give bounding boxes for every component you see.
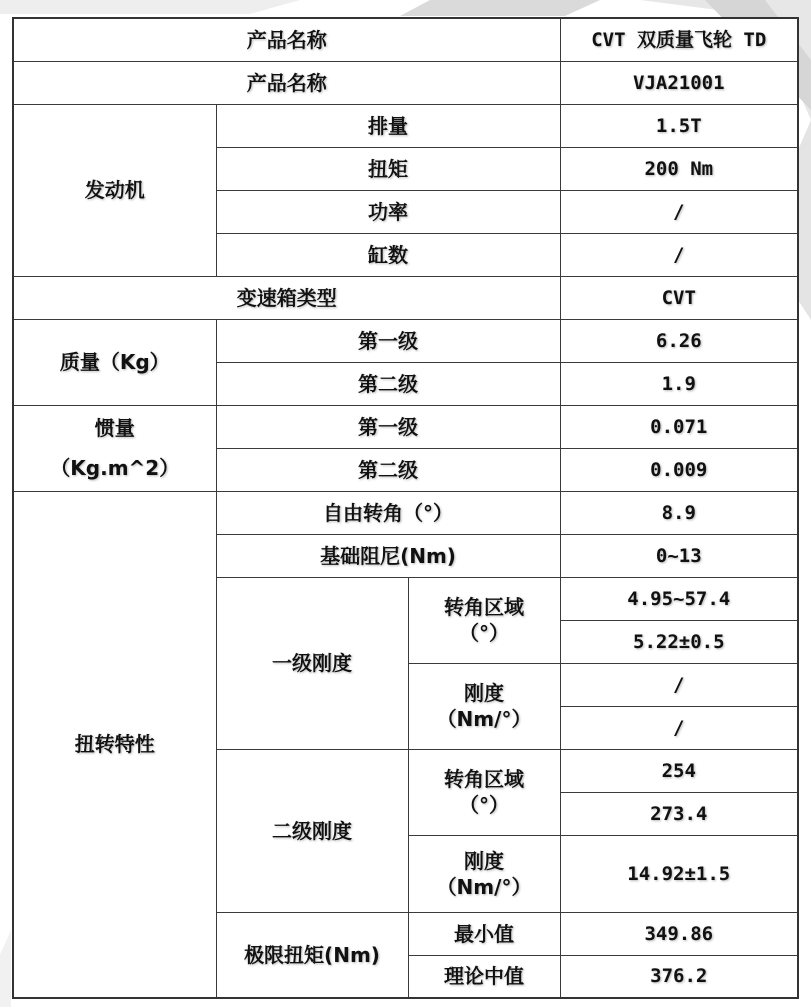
stage2-stiffness-value: 14.92±1.5 bbox=[560, 835, 798, 912]
engine-power-label: 功率 bbox=[216, 190, 560, 233]
inertia-label: 惯量 bbox=[94, 416, 135, 440]
stage1-stiffness-value-1: / bbox=[560, 663, 798, 706]
free-angle-label: 自由转角（°） bbox=[216, 491, 560, 534]
inertia-stage2-label: 第二级 bbox=[216, 448, 560, 491]
engine-torque-label: 扭矩 bbox=[216, 147, 560, 190]
engine-cylinders-value: / bbox=[560, 233, 798, 276]
engine-displacement-value: 1.5T bbox=[560, 104, 798, 147]
mass-stage1-label: 第一级 bbox=[216, 319, 560, 362]
stage2-angle-cell bbox=[408, 749, 560, 835]
transmission-value: CVT bbox=[560, 276, 798, 319]
mass-stage2-value: 1.9 bbox=[560, 362, 798, 405]
product-name-value: CVT 双质量飞轮 TD bbox=[560, 18, 798, 61]
table-row bbox=[13, 18, 798, 61]
stage2-stiffness-sublabel: 刚度 bbox=[464, 848, 505, 873]
stage2-stiffness-label: 二级刚度 bbox=[216, 749, 408, 912]
product-code-value: VJA21001 bbox=[560, 61, 798, 104]
torsion-label: 扭转特性 bbox=[13, 491, 216, 998]
stage1-angle-value-2: 5.22±0.5 bbox=[560, 620, 798, 663]
table-row bbox=[13, 491, 798, 534]
inertia-stage2-value: 0.009 bbox=[560, 448, 798, 491]
limit-torque-label: 极限扭矩(Nm) bbox=[216, 912, 408, 998]
stage1-angle-unit: （°） bbox=[459, 621, 510, 645]
stage1-stiffness-label: 一级刚度 bbox=[216, 577, 408, 749]
table-row bbox=[13, 319, 798, 362]
stage1-angle-value-1: 4.95~57.4 bbox=[560, 577, 798, 620]
inertia-stage1-label: 第一级 bbox=[216, 405, 560, 448]
stage1-stiffness-sublabel: 刚度 bbox=[464, 681, 505, 705]
stage2-stiffness-cell bbox=[408, 835, 560, 912]
inertia-label-stack bbox=[14, 408, 216, 488]
stage2-angle-value-2: 273.4 bbox=[560, 792, 798, 835]
inertia-stage1-value: 0.071 bbox=[560, 405, 798, 448]
stage1-stiffness-unit: （Nm/°） bbox=[436, 707, 532, 731]
table-row bbox=[13, 405, 798, 448]
product-name-label: 产品名称 bbox=[13, 18, 560, 61]
stage2-angle-value-1: 254 bbox=[560, 749, 798, 792]
free-angle-value: 8.9 bbox=[560, 491, 798, 534]
stage1-angle-label: 转角区域 bbox=[444, 595, 525, 619]
limit-torque-min-value: 349.86 bbox=[560, 912, 798, 955]
base-damping-value: 0~13 bbox=[560, 534, 798, 577]
product-code-label: 产品名称 bbox=[13, 61, 560, 104]
inertia-label-cell bbox=[13, 405, 216, 491]
engine-displacement-label: 排量 bbox=[216, 104, 560, 147]
table-row bbox=[13, 104, 798, 147]
stage1-stiffness-cell bbox=[408, 663, 560, 749]
engine-label: 发动机 bbox=[13, 104, 216, 276]
mass-stage1-value: 6.26 bbox=[560, 319, 798, 362]
stage1-angle-cell bbox=[408, 577, 560, 663]
mass-stage2-label: 第二级 bbox=[216, 362, 560, 405]
engine-torque-value: 200 Nm bbox=[560, 147, 798, 190]
stage2-angle-label: 转角区域 bbox=[444, 767, 525, 791]
engine-cylinders-label: 缸数 bbox=[216, 233, 560, 276]
table-row bbox=[13, 276, 798, 319]
mass-label: 质量（Kg） bbox=[13, 319, 216, 405]
transmission-label: 变速箱类型 bbox=[13, 276, 560, 319]
base-damping-label: 基础阻尼(Nm) bbox=[216, 534, 560, 577]
stage1-stiffness-value-2: / bbox=[560, 706, 798, 749]
limit-torque-nominal-value: 376.2 bbox=[560, 955, 798, 998]
stage2-stiffness-unit: （Nm/°） bbox=[436, 874, 532, 899]
table-row bbox=[13, 61, 798, 104]
stage2-angle-unit: （°） bbox=[459, 793, 510, 817]
engine-power-value: / bbox=[560, 190, 798, 233]
spec-table bbox=[12, 17, 799, 999]
limit-torque-nominal-label: 理论中值 bbox=[408, 955, 560, 998]
limit-torque-min-label: 最小值 bbox=[408, 912, 560, 955]
inertia-unit: （Kg.m^2） bbox=[50, 456, 180, 480]
